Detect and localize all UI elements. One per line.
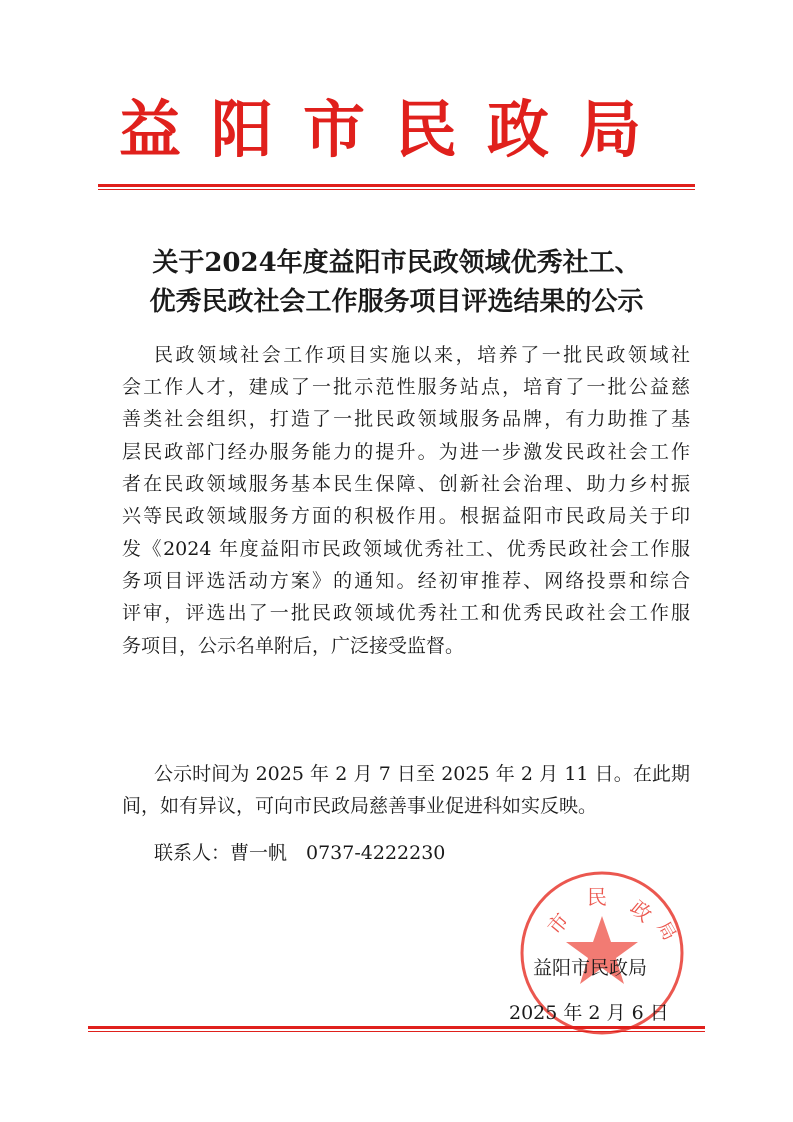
svg-text:市: 市 xyxy=(542,908,574,940)
body-line: 层民政部门经办服务能力的提升。为进一步激发民政社会工作 xyxy=(122,441,690,463)
svg-text:局: 局 xyxy=(652,918,680,945)
document-title-line2: 优秀民政社会工作服务项目评选结果的公示 xyxy=(149,287,644,317)
footer-rule-thin xyxy=(88,1031,705,1032)
body-line: 民政领域社会工作项目实施以来，培养了一批民政领域社 xyxy=(154,344,690,366)
body-line: 公示时间为 2025 年 2 月 7 日至 2025 年 2 月 11 日。在此期 xyxy=(154,763,690,785)
signature-org: 益阳市民政局 xyxy=(533,957,648,979)
body-line: 务项目，公示名单附后，广泛接受监督。 xyxy=(122,635,465,657)
body-line: 发《2024 年度益阳市民政领域优秀社工、优秀民政社会工作服 xyxy=(122,538,690,560)
contact-line: 联系人：曹一帆 0737-4222230 xyxy=(154,842,446,864)
svg-text:政: 政 xyxy=(625,895,657,927)
header-rule xyxy=(98,184,695,187)
body-line: 善类社会组织，打造了一批民政领域服务品牌，有力助推了基 xyxy=(122,408,690,430)
body-line: 会工作人才，建成了一批示范性服务站点，培育了一批公益慈 xyxy=(122,376,690,398)
masthead: 益阳市民政局 xyxy=(118,93,671,166)
header-rule-thin xyxy=(98,189,695,190)
body-line: 务项目评选活动方案》的通知。经初审推荐、网络投票和综合 xyxy=(122,570,690,592)
body-line: 者在民政领域服务基本民生保障、创新社会治理、助力乡村振 xyxy=(122,473,690,495)
svg-text:民: 民 xyxy=(587,885,607,909)
body-line: 间，如有异议，可向市民政局慈善事业促进科如实反映。 xyxy=(122,795,598,817)
body-line: 评审，评选出了一批民政领域优秀社工和优秀民政社会工作服 xyxy=(122,602,690,624)
document-title-line1: 关于2024年度益阳市民政领域优秀社工、 xyxy=(152,248,641,278)
signature-date: 2025 年 2 月 6 日 xyxy=(509,1002,669,1024)
footer-rule xyxy=(88,1026,705,1029)
body-line: 兴等民政领域服务方面的积极作用。根据益阳市民政局关于印 xyxy=(122,505,690,527)
